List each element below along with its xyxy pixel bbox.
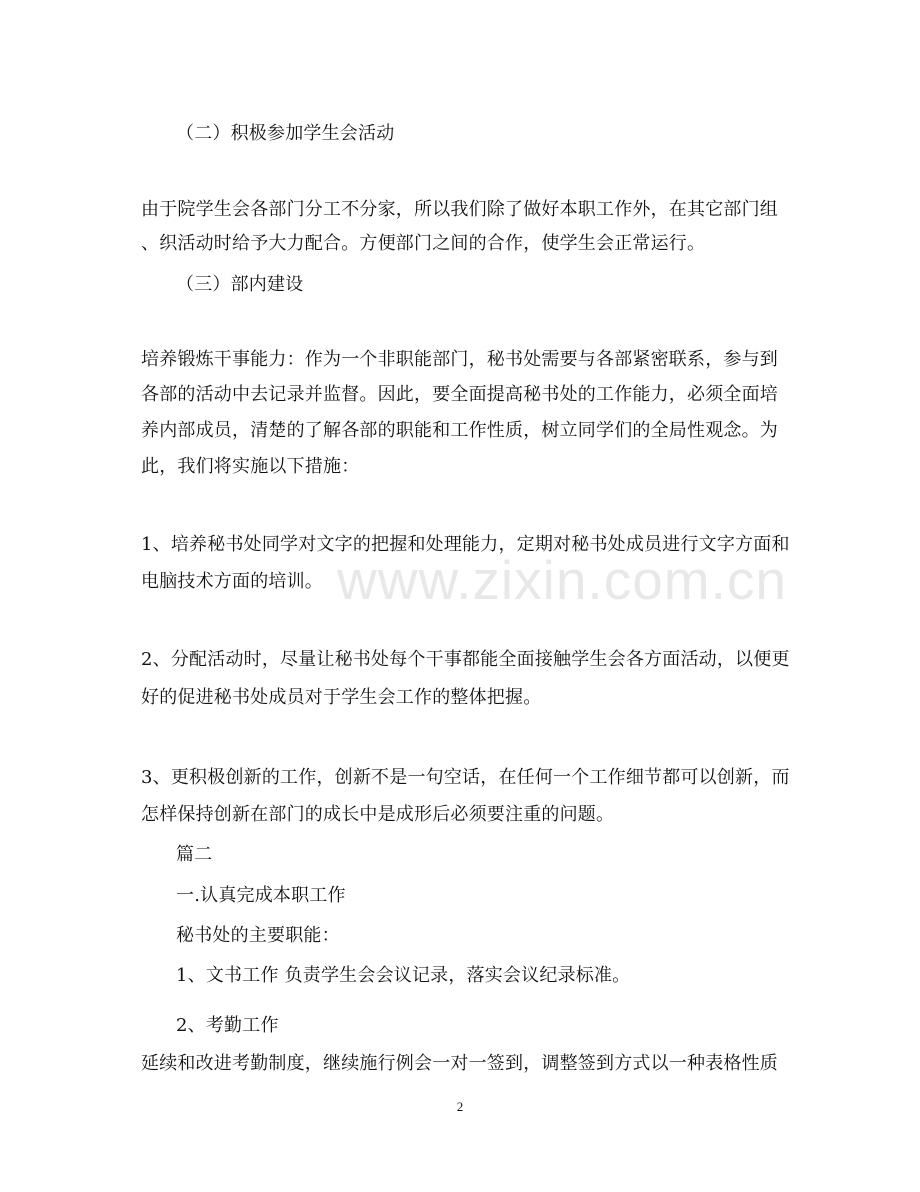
subsection-heading: 一.认真完成本职工作 <box>176 885 346 906</box>
section-heading-3: （三）部内建设 <box>176 274 304 295</box>
paragraph-line: 各部的活动中去记录并监督。因此，要全面提高秘书处的工作能力，必须全面培 <box>141 384 778 405</box>
duty-item-1: 1、文书工作 负责学生会会议记录，落实会议纪录标准。 <box>176 965 631 986</box>
duty-item-2: 2、考勤工作 <box>176 1015 279 1036</box>
paragraph-line: 秘书处的主要职能： <box>176 925 340 946</box>
list-item-2-continued: 好的促进秘书处成员对于学生会工作的整体把握。 <box>141 687 542 708</box>
page-number: 2 <box>456 1099 464 1114</box>
paragraph-line: 、织活动时给予大力配合。方便部门之间的合作，使学生会正常运行。 <box>141 233 706 254</box>
list-item-3: 3、更积极创新的工作，创新不是一句空话，在任何一个工作细节都可以创新，而 <box>141 767 790 788</box>
paragraph-line: 延续和改进考勤制度，继续施行例会一对一签到，调整签到方式以一种表格性质 <box>141 1053 778 1074</box>
chapter-heading: 篇二 <box>176 844 213 865</box>
list-item-2: 2、分配活动时，尽量让秘书处每个干事都能全面接触学生会各方面活动，以便更 <box>141 649 790 670</box>
watermark: www.zixin.com.cn <box>337 549 787 611</box>
paragraph-line: 此，我们将实施以下措施： <box>141 456 360 477</box>
list-item-3-continued: 怎样保持创新在部门的成长中是成形后必须要注重的问题。 <box>141 804 615 825</box>
paragraph-line: 由于院学生会各部门分工不分家，所以我们除了做好本职工作外，在其它部门组 <box>141 199 778 220</box>
paragraph-line: 养内部成员，清楚的了解各部的职能和工作性质，树立同学们的全局性观念。为 <box>141 420 778 441</box>
section-heading-2: （二）积极参加学生会活动 <box>176 123 395 144</box>
list-item-1-continued: 电脑技术方面的培训。 <box>141 571 323 592</box>
paragraph-line: 培养锻炼干事能力：作为一个非职能部门，秘书处需要与各部紧密联系，参与到 <box>141 349 778 370</box>
list-item-1: 1、培养秘书处同学对文字的把握和处理能力，定期对秘书处成员进行文字方面和 <box>141 534 790 555</box>
